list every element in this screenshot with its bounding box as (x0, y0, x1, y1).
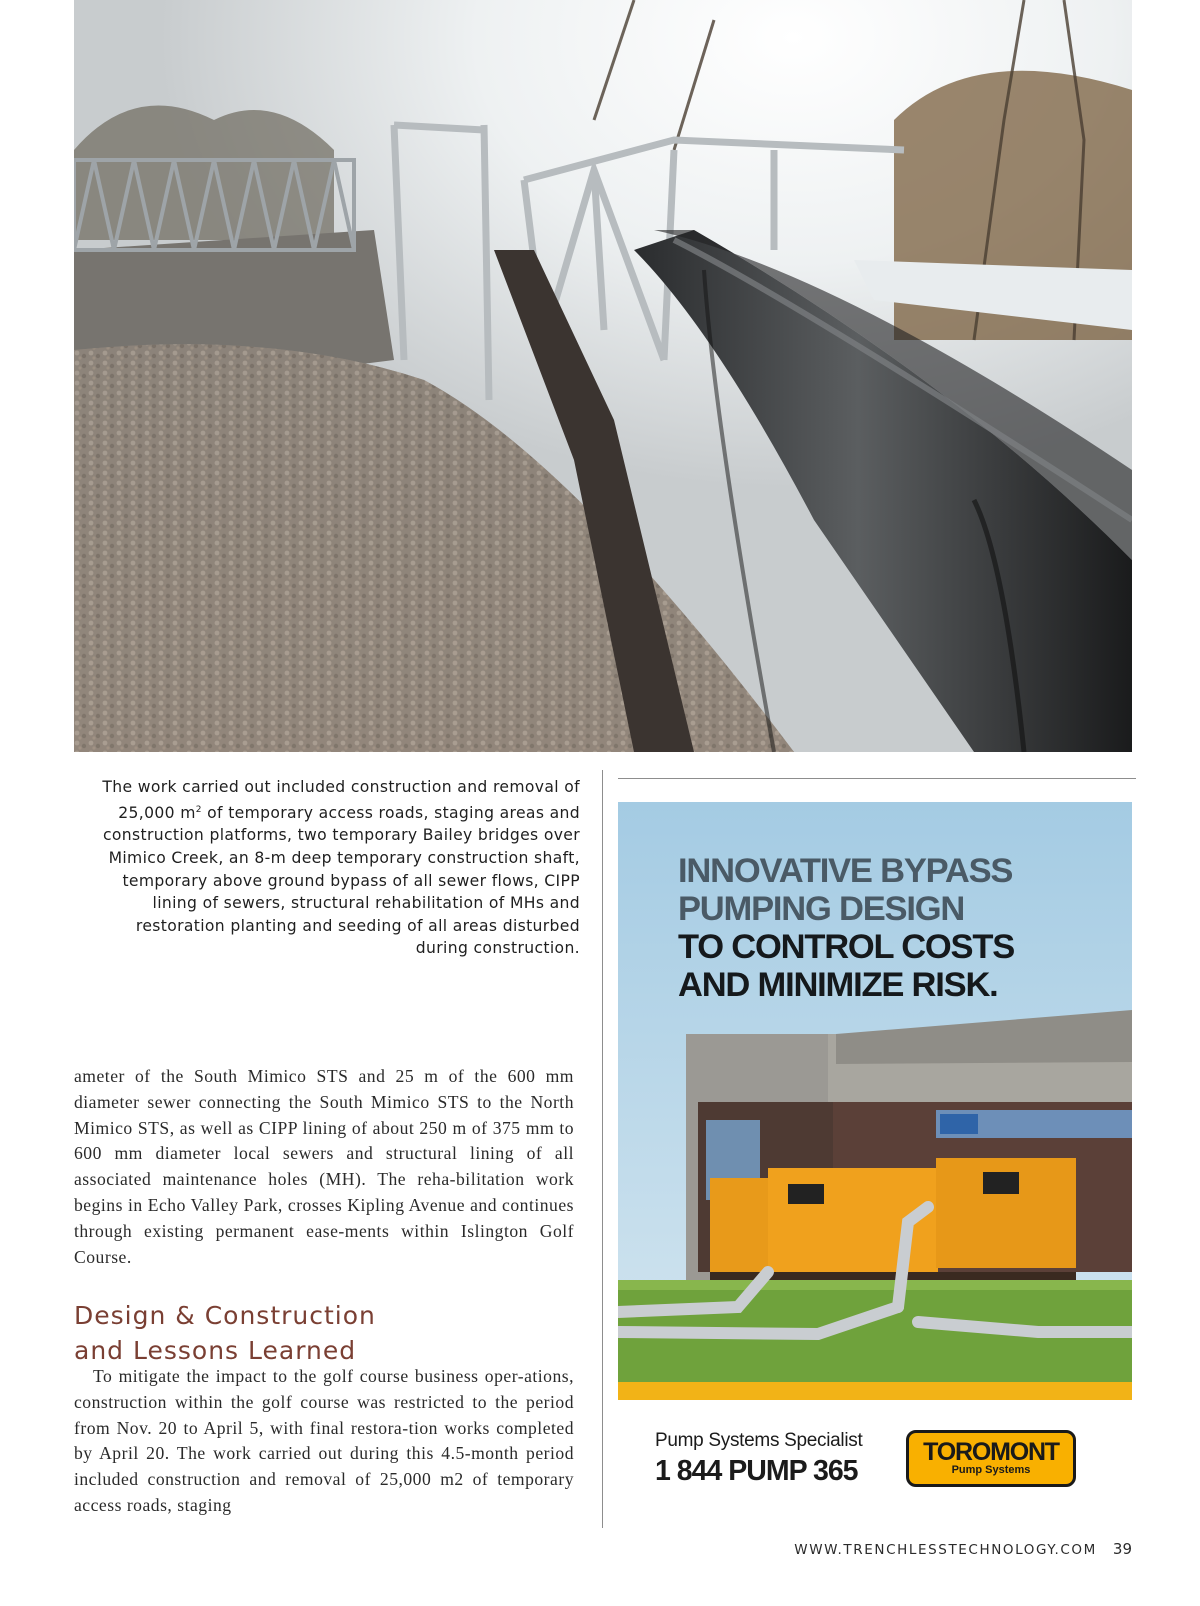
ad-headline-line-4: AND MINIMIZE RISK. (678, 966, 998, 1004)
pump-systems-label: Pump Systems Specialist (655, 1430, 863, 1451)
ad-contact-footer (618, 1400, 1132, 1510)
page-footer (794, 1540, 1132, 1558)
photo-illustration (74, 0, 1132, 752)
photo-caption (84, 776, 580, 960)
toromont-advertisement[interactable] (618, 802, 1132, 1400)
caption-text-part1: The work carried out included construction and removal of 25,000 m (102, 778, 580, 822)
ad-headline-line-2: PUMPING DESIGN (678, 890, 965, 928)
section-heading-line-2: and Lessons Learned (74, 1336, 357, 1365)
logo-wordmark: TOROMONT (923, 1438, 1059, 1466)
toromont-logo[interactable] (906, 1430, 1076, 1487)
column-divider (602, 770, 603, 1528)
bypass-bridge-photo (74, 0, 1132, 752)
phone-number[interactable]: 1 844 PUMP 365 (655, 1455, 858, 1487)
page-number: 39 (1112, 1540, 1132, 1558)
ad-top-rule (618, 778, 1136, 779)
caption-text-part2: of temporary access roads, staging areas and construction platforms, two temporary Bailey bridges over Mimico Creek, an 8-m deep temporary construction shaft, temporary above ground bypass of all sewer flows, CIPP lining of sewers, structural rehabilitation of MHs and restoration planting and seeding of all areas disturbed during construction. (102, 803, 580, 958)
section-heading (74, 1298, 574, 1368)
section-heading-line-1: Design & Construction (74, 1301, 376, 1330)
ad-headline-line-3: TO CONTROL COSTS (678, 928, 1015, 966)
ad-headline (678, 852, 1118, 1004)
logo-subtitle: Pump Systems (951, 1464, 1031, 1476)
website-link[interactable]: WWW.TRENCHLESSTECHNOLOGY.COM (794, 1542, 1097, 1558)
ad-headline-line-1: INNOVATIVE BYPASS (678, 852, 1013, 890)
caption-superscript: 2 (195, 804, 202, 815)
article-paragraph-2: To mitigate the impact to the golf course business oper-ations, construction within the golf course was restricted to the period from Nov. 20 to April 5, with final restora-tion works completed by April 20. The work carried out during this 4.5-month period included construction and removal of 25,000 m2 of temporary access roads, staging (74, 1366, 574, 1515)
article-paragraph-1: ameter of the South Mimico STS and 25 m of the 600 mm diameter sewer connecting the South Mimico STS to the North Mimico STS, as well as CIPP lining of about 250 m of 375 mm to 600 mm diameter local sewers and structural lining of all associated maintenance holes (MH). The reha-bilitation work begins in Echo Valley Park, crosses Kipling Avenue and continues through existing permanent ease-ments within Islington Golf Course. (74, 1066, 574, 1267)
